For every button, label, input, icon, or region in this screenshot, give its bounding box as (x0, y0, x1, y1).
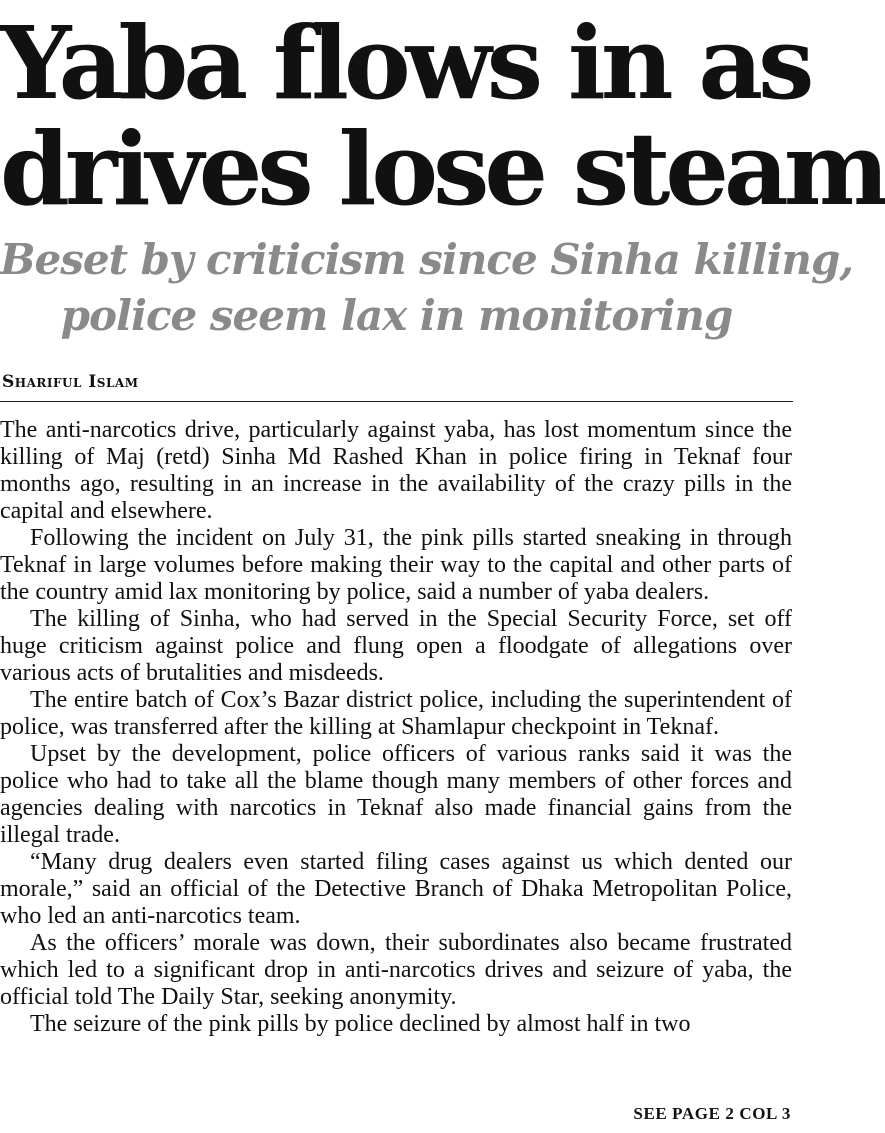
paragraph: The seizure of the pink pills by police declined by almost half in two (30, 1011, 691, 1037)
byline: Shariful Islam (2, 372, 139, 392)
paragraph: The entire batch of Cox’s Bazar district police, including the superintendent of police, was transferred after the killing at Shamlapur checkpoint in Teknaf. (0, 687, 792, 740)
paragraph: “Many drug dealers even started filing cases against us which dented our morale,” said an official of the Detective Branch of Dhaka Metropolitan Police, who led an anti-narcotics team. (0, 849, 792, 929)
continuation-note: SEE PAGE 2 COL 3 (633, 1104, 791, 1123)
subheadline (0, 232, 853, 344)
subheadline-line-1: Beset by criticism since Sinha killing, (0, 235, 853, 284)
paragraph: Upset by the development, police officers of various ranks said it was the police who had to take all the blame though many members of other forces and agencies dealing with narcotics in Teknaf also made financial gains from the illegal trade. (0, 741, 792, 848)
paragraph: The anti-narcotics drive, particularly against yaba, has lost momentum since the killing of Maj (retd) Sinha Md Rashed Khan in police firing in Teknaf four months ago, resulting in an increase in the availability of the crazy pills in the capital and elsewhere. (0, 417, 792, 524)
paragraph: Following the incident on July 31, the pink pills started sneaking in through Teknaf in large volumes before making their way to the capital and other parts of the country amid lax monitoring by police, said a number of yaba dealers. (0, 525, 792, 605)
headline-line-2: drives lose steam (0, 110, 885, 228)
article-body (0, 417, 792, 1038)
subheadline-line-2: police seem lax in monitoring (60, 291, 733, 340)
paragraph: As the officers’ morale was down, their subordinates also became frustrated which led to a significant drop in anti-narcotics drives and seizure of yaba, the official told The Daily Star, seeking anonymity. (0, 930, 792, 1010)
headline-line-1: Yaba flows in as (0, 4, 810, 122)
byline-divider (0, 401, 793, 402)
paragraph: The killing of Sinha, who had served in the Special Security Force, set off huge criticism against police and flung open a floodgate of allegations over various acts of brutalities and misdeeds. (0, 606, 792, 686)
headline (0, 0, 885, 228)
